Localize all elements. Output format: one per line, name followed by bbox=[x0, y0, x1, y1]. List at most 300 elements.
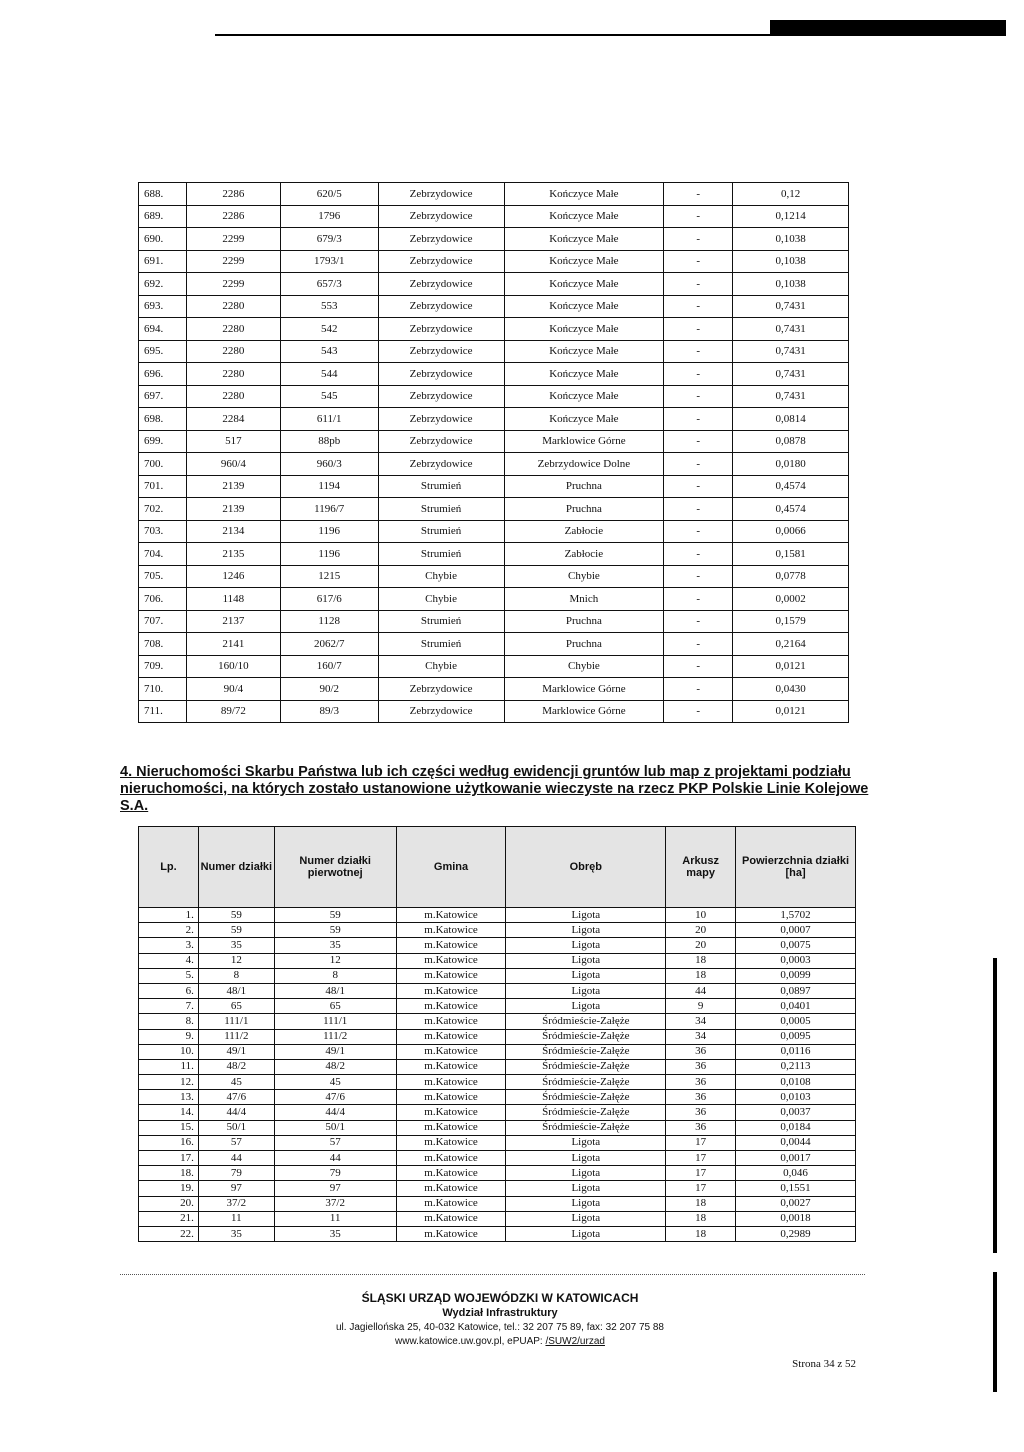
cell-parcel-number: 2139 bbox=[186, 475, 280, 498]
epuap-link[interactable]: /SUW2/urzad bbox=[545, 1336, 605, 1347]
cell-precinct: Chybie bbox=[504, 565, 664, 588]
cell-area: 0,0778 bbox=[733, 565, 849, 588]
cell-area: 0,12 bbox=[733, 183, 849, 206]
table-row bbox=[139, 430, 849, 453]
table-row bbox=[139, 295, 849, 318]
cell-parcel-number: 48/2 bbox=[198, 1059, 274, 1074]
cell-area: 0,0180 bbox=[733, 453, 849, 476]
cell-map-sheet: 34 bbox=[666, 1014, 736, 1029]
cell-original-parcel: 49/1 bbox=[274, 1044, 396, 1059]
cell-municipality: Strumień bbox=[378, 520, 504, 543]
top-border-line bbox=[215, 34, 1006, 36]
cell-map-sheet: - bbox=[664, 520, 733, 543]
cell-municipality: m.Katowice bbox=[396, 953, 506, 968]
header-parcel-area: Powierzchnia działki [ha] bbox=[736, 827, 856, 908]
cell-municipality: Zebrzydowice bbox=[378, 408, 504, 431]
cell-lp: 8. bbox=[139, 1014, 199, 1029]
cell-parcel-number: 2299 bbox=[186, 228, 280, 251]
cell-lp: 705. bbox=[139, 565, 187, 588]
cell-lp: 1. bbox=[139, 908, 199, 923]
table-row bbox=[139, 678, 849, 701]
cell-lp: 5. bbox=[139, 968, 199, 983]
cell-map-sheet: 44 bbox=[666, 983, 736, 998]
cell-area: 0,1581 bbox=[733, 543, 849, 566]
scan-edge-mark bbox=[993, 1272, 997, 1392]
cell-lp: 14. bbox=[139, 1105, 199, 1120]
cell-parcel-number: 2280 bbox=[186, 385, 280, 408]
cell-lp: 3. bbox=[139, 938, 199, 953]
cell-original-parcel: 960/3 bbox=[280, 453, 378, 476]
cell-parcel-number: 89/72 bbox=[186, 700, 280, 723]
cell-lp: 690. bbox=[139, 228, 187, 251]
cell-lp: 9. bbox=[139, 1029, 199, 1044]
cell-map-sheet: 36 bbox=[666, 1105, 736, 1120]
table-row bbox=[139, 983, 856, 998]
cell-map-sheet: - bbox=[664, 498, 733, 521]
cell-parcel-number: 2134 bbox=[186, 520, 280, 543]
cell-municipality: m.Katowice bbox=[396, 1166, 506, 1181]
cell-original-parcel: 543 bbox=[280, 340, 378, 363]
cell-precinct: Kończyce Małe bbox=[504, 250, 664, 273]
cell-municipality: m.Katowice bbox=[396, 908, 506, 923]
table-row bbox=[139, 1151, 856, 1166]
cell-municipality: Strumień bbox=[378, 610, 504, 633]
cell-map-sheet: - bbox=[664, 430, 733, 453]
cell-map-sheet: - bbox=[664, 700, 733, 723]
cell-precinct: Kończyce Małe bbox=[504, 363, 664, 386]
cell-parcel-number: 2280 bbox=[186, 363, 280, 386]
cell-precinct: Pruchna bbox=[504, 633, 664, 656]
cell-municipality: m.Katowice bbox=[396, 1151, 506, 1166]
cell-map-sheet: 36 bbox=[666, 1090, 736, 1105]
cell-map-sheet: - bbox=[664, 565, 733, 588]
cell-area: 0,0002 bbox=[733, 588, 849, 611]
table-row bbox=[139, 1120, 856, 1135]
office-name: ŚLĄSKI URZĄD WOJEWÓDZKI W KATOWICACH bbox=[361, 1291, 639, 1305]
cell-parcel-number: 47/6 bbox=[198, 1090, 274, 1105]
cell-lp: 689. bbox=[139, 205, 187, 228]
cell-original-parcel: 2062/7 bbox=[280, 633, 378, 656]
cell-map-sheet: 34 bbox=[666, 1029, 736, 1044]
cell-original-parcel: 48/2 bbox=[274, 1059, 396, 1074]
cell-municipality: Zebrzydowice bbox=[378, 430, 504, 453]
cell-precinct: Kończyce Małe bbox=[504, 183, 664, 206]
table-row bbox=[139, 475, 849, 498]
cell-area: 0,046 bbox=[736, 1166, 856, 1181]
cell-area: 0,2164 bbox=[733, 633, 849, 656]
cell-parcel-number: 2284 bbox=[186, 408, 280, 431]
cell-original-parcel: 679/3 bbox=[280, 228, 378, 251]
cell-original-parcel: 50/1 bbox=[274, 1120, 396, 1135]
cell-municipality: m.Katowice bbox=[396, 1105, 506, 1120]
cell-area: 0,0099 bbox=[736, 968, 856, 983]
cell-parcel-number: 79 bbox=[198, 1166, 274, 1181]
cell-lp: 707. bbox=[139, 610, 187, 633]
table-row bbox=[139, 565, 849, 588]
cell-original-parcel: 617/6 bbox=[280, 588, 378, 611]
cell-area: 0,0075 bbox=[736, 938, 856, 953]
cell-municipality: Zebrzydowice bbox=[378, 183, 504, 206]
scan-edge-mark bbox=[993, 958, 997, 1253]
cell-area: 1,5702 bbox=[736, 908, 856, 923]
cell-municipality: m.Katowice bbox=[396, 1090, 506, 1105]
table-row bbox=[139, 1059, 856, 1074]
cell-lp: 20. bbox=[139, 1196, 199, 1211]
cell-original-parcel: 111/1 bbox=[274, 1014, 396, 1029]
cell-lp: 13. bbox=[139, 1090, 199, 1105]
cell-parcel-number: 48/1 bbox=[198, 983, 274, 998]
cell-municipality: Zebrzydowice bbox=[378, 228, 504, 251]
cell-precinct: Ligota bbox=[506, 1151, 666, 1166]
footer bbox=[250, 1290, 750, 1349]
cell-original-parcel: 1194 bbox=[280, 475, 378, 498]
cell-map-sheet: - bbox=[664, 610, 733, 633]
cell-precinct: Kończyce Małe bbox=[504, 408, 664, 431]
table-row bbox=[139, 610, 849, 633]
cell-map-sheet: - bbox=[664, 250, 733, 273]
website-text: www.katowice.uw.gov.pl, ePUAP: bbox=[395, 1336, 546, 1347]
cell-municipality: Zebrzydowice bbox=[378, 363, 504, 386]
table-row bbox=[139, 1226, 856, 1241]
cell-lp: 12. bbox=[139, 1075, 199, 1090]
cell-original-parcel: 1796 bbox=[280, 205, 378, 228]
cell-municipality: m.Katowice bbox=[396, 1059, 506, 1074]
cell-original-parcel: 1196 bbox=[280, 520, 378, 543]
cell-precinct: Kończyce Małe bbox=[504, 295, 664, 318]
cell-municipality: m.Katowice bbox=[396, 999, 506, 1014]
cell-parcel-number: 65 bbox=[198, 999, 274, 1014]
cell-map-sheet: - bbox=[664, 588, 733, 611]
cell-lp: 691. bbox=[139, 250, 187, 273]
cell-precinct: Kończyce Małe bbox=[504, 385, 664, 408]
cell-area: 0,4574 bbox=[733, 498, 849, 521]
cell-municipality: m.Katowice bbox=[396, 938, 506, 953]
table-row bbox=[139, 408, 849, 431]
cell-map-sheet: - bbox=[664, 678, 733, 701]
cell-municipality: Zebrzydowice bbox=[378, 318, 504, 341]
cell-parcel-number: 50/1 bbox=[198, 1120, 274, 1135]
cell-area: 0,1579 bbox=[733, 610, 849, 633]
table-row bbox=[139, 1090, 856, 1105]
cell-lp: 692. bbox=[139, 273, 187, 296]
cell-parcel-number: 35 bbox=[198, 1226, 274, 1241]
cell-municipality: Strumień bbox=[378, 633, 504, 656]
cell-lp: 11. bbox=[139, 1059, 199, 1074]
cell-area: 0,0007 bbox=[736, 923, 856, 938]
cell-precinct: Zabłocie bbox=[504, 520, 664, 543]
cell-area: 0,0003 bbox=[736, 953, 856, 968]
cell-precinct: Śródmieście-Załęże bbox=[506, 1014, 666, 1029]
cell-parcel-number: 97 bbox=[198, 1181, 274, 1196]
department-name: Wydział Infrastruktury bbox=[442, 1307, 558, 1319]
cell-map-sheet: - bbox=[664, 453, 733, 476]
cell-parcel-number: 517 bbox=[186, 430, 280, 453]
cell-parcel-number: 11 bbox=[198, 1211, 274, 1226]
cell-municipality: m.Katowice bbox=[396, 1196, 506, 1211]
table-row bbox=[139, 318, 849, 341]
cell-area: 0,0814 bbox=[733, 408, 849, 431]
cell-area: 0,1038 bbox=[733, 228, 849, 251]
cell-municipality: Zebrzydowice bbox=[378, 295, 504, 318]
cell-original-parcel: 1128 bbox=[280, 610, 378, 633]
cell-map-sheet: - bbox=[664, 408, 733, 431]
table-row bbox=[139, 1166, 856, 1181]
cell-map-sheet: - bbox=[664, 655, 733, 678]
cell-parcel-number: 2299 bbox=[186, 273, 280, 296]
table-header-row bbox=[139, 827, 856, 908]
cell-lp: 22. bbox=[139, 1226, 199, 1241]
cell-area: 0,0066 bbox=[733, 520, 849, 543]
cell-map-sheet: 18 bbox=[666, 1211, 736, 1226]
cell-lp: 2. bbox=[139, 923, 199, 938]
header-parcel-number: Numer działki bbox=[198, 827, 274, 908]
parcels-table-continued bbox=[138, 182, 849, 723]
cell-area: 0,7431 bbox=[733, 340, 849, 363]
header-original-parcel-number: Numer działki pierwotnej bbox=[274, 827, 396, 908]
cell-municipality: Zebrzydowice bbox=[378, 385, 504, 408]
cell-original-parcel: 544 bbox=[280, 363, 378, 386]
cell-map-sheet: 36 bbox=[666, 1059, 736, 1074]
cell-precinct: Kończyce Małe bbox=[504, 340, 664, 363]
cell-precinct: Kończyce Małe bbox=[504, 228, 664, 251]
cell-parcel-number: 45 bbox=[198, 1075, 274, 1090]
cell-original-parcel: 59 bbox=[274, 923, 396, 938]
cell-precinct: Ligota bbox=[506, 1211, 666, 1226]
cell-municipality: m.Katowice bbox=[396, 1075, 506, 1090]
cell-precinct: Ligota bbox=[506, 953, 666, 968]
cell-parcel-number: 44 bbox=[198, 1151, 274, 1166]
cell-area: 0,0027 bbox=[736, 1196, 856, 1211]
cell-precinct: Śródmieście-Załęże bbox=[506, 1059, 666, 1074]
cell-original-parcel: 59 bbox=[274, 908, 396, 923]
cell-precinct: Ligota bbox=[506, 923, 666, 938]
cell-map-sheet: 17 bbox=[666, 1181, 736, 1196]
cell-map-sheet: - bbox=[664, 228, 733, 251]
cell-precinct: Marklowice Górne bbox=[504, 678, 664, 701]
cell-parcel-number: 57 bbox=[198, 1135, 274, 1150]
cell-parcel-number: 1246 bbox=[186, 565, 280, 588]
cell-area: 0,0108 bbox=[736, 1075, 856, 1090]
cell-municipality: Chybie bbox=[378, 655, 504, 678]
cell-lp: 694. bbox=[139, 318, 187, 341]
cell-precinct: Chybie bbox=[504, 655, 664, 678]
cell-original-parcel: 79 bbox=[274, 1166, 396, 1181]
cell-original-parcel: 97 bbox=[274, 1181, 396, 1196]
cell-lp: 702. bbox=[139, 498, 187, 521]
cell-lp: 21. bbox=[139, 1211, 199, 1226]
cell-original-parcel: 12 bbox=[274, 953, 396, 968]
cell-original-parcel: 111/2 bbox=[274, 1029, 396, 1044]
footer-divider bbox=[120, 1274, 865, 1275]
cell-lp: 699. bbox=[139, 430, 187, 453]
table-row bbox=[139, 340, 849, 363]
cell-original-parcel: 44 bbox=[274, 1151, 396, 1166]
cell-lp: 710. bbox=[139, 678, 187, 701]
cell-precinct: Śródmieście-Załęże bbox=[506, 1090, 666, 1105]
table-row bbox=[139, 1181, 856, 1196]
cell-area: 0,0184 bbox=[736, 1120, 856, 1135]
cell-area: 0,1551 bbox=[736, 1181, 856, 1196]
cell-precinct: Śródmieście-Załęże bbox=[506, 1075, 666, 1090]
cell-precinct: Ligota bbox=[506, 938, 666, 953]
top-border-bar bbox=[770, 20, 1006, 34]
cell-map-sheet: 18 bbox=[666, 953, 736, 968]
cell-map-sheet: 36 bbox=[666, 1044, 736, 1059]
cell-original-parcel: 35 bbox=[274, 1226, 396, 1241]
table-row bbox=[139, 363, 849, 386]
table-row bbox=[139, 1105, 856, 1120]
cell-lp: 7. bbox=[139, 999, 199, 1014]
cell-precinct: Ligota bbox=[506, 908, 666, 923]
cell-area: 0,2113 bbox=[736, 1059, 856, 1074]
cell-area: 0,4574 bbox=[733, 475, 849, 498]
cell-parcel-number: 960/4 bbox=[186, 453, 280, 476]
cell-parcel-number: 35 bbox=[198, 938, 274, 953]
cell-lp: 688. bbox=[139, 183, 187, 206]
cell-map-sheet: - bbox=[664, 205, 733, 228]
cell-map-sheet: 36 bbox=[666, 1075, 736, 1090]
cell-map-sheet: 9 bbox=[666, 999, 736, 1014]
section-4-heading: 4. Nieruchomości Skarbu Państwa lub ich części według ewidencji gruntów lub map z projektami podziału nieruchomości, na których zostało ustanowione użytkowanie wieczyste na rzecz PKP Polskie Linie Kolejowe S.A. bbox=[120, 764, 869, 814]
cell-municipality: Zebrzydowice bbox=[378, 700, 504, 723]
cell-precinct: Marklowice Górne bbox=[504, 430, 664, 453]
table-row bbox=[139, 1211, 856, 1226]
cell-parcel-number: 49/1 bbox=[198, 1044, 274, 1059]
cell-municipality: m.Katowice bbox=[396, 1211, 506, 1226]
cell-area: 0,7431 bbox=[733, 318, 849, 341]
cell-lp: 15. bbox=[139, 1120, 199, 1135]
cell-area: 0,0116 bbox=[736, 1044, 856, 1059]
cell-municipality: m.Katowice bbox=[396, 1135, 506, 1150]
cell-parcel-number: 111/2 bbox=[198, 1029, 274, 1044]
cell-parcel-number: 2137 bbox=[186, 610, 280, 633]
cell-original-parcel: 553 bbox=[280, 295, 378, 318]
office-web bbox=[250, 1335, 750, 1349]
cell-precinct: Zebrzydowice Dolne bbox=[504, 453, 664, 476]
cell-original-parcel: 45 bbox=[274, 1075, 396, 1090]
cell-precinct: Śródmieście-Załęże bbox=[506, 1029, 666, 1044]
cell-original-parcel: 545 bbox=[280, 385, 378, 408]
cell-parcel-number: 44/4 bbox=[198, 1105, 274, 1120]
cell-map-sheet: - bbox=[664, 318, 733, 341]
cell-precinct: Ligota bbox=[506, 1135, 666, 1150]
cell-original-parcel: 160/7 bbox=[280, 655, 378, 678]
cell-map-sheet: 17 bbox=[666, 1166, 736, 1181]
cell-original-parcel: 48/1 bbox=[274, 983, 396, 998]
cell-precinct: Pruchna bbox=[504, 610, 664, 633]
cell-parcel-number: 2139 bbox=[186, 498, 280, 521]
cell-lp: 16. bbox=[139, 1135, 199, 1150]
cell-original-parcel: 542 bbox=[280, 318, 378, 341]
table-row bbox=[139, 498, 849, 521]
cell-area: 0,1038 bbox=[733, 250, 849, 273]
table-row bbox=[139, 923, 856, 938]
cell-lp: 701. bbox=[139, 475, 187, 498]
cell-precinct: Zabłocie bbox=[504, 543, 664, 566]
cell-map-sheet: - bbox=[664, 273, 733, 296]
cell-area: 0,1038 bbox=[733, 273, 849, 296]
cell-parcel-number: 160/10 bbox=[186, 655, 280, 678]
cell-municipality: m.Katowice bbox=[396, 1181, 506, 1196]
cell-precinct: Ligota bbox=[506, 1196, 666, 1211]
cell-municipality: m.Katowice bbox=[396, 1120, 506, 1135]
cell-area: 0,0878 bbox=[733, 430, 849, 453]
cell-original-parcel: 657/3 bbox=[280, 273, 378, 296]
cell-map-sheet: 36 bbox=[666, 1120, 736, 1135]
cell-municipality: Zebrzydowice bbox=[378, 678, 504, 701]
cell-municipality: Strumień bbox=[378, 475, 504, 498]
table-row bbox=[139, 250, 849, 273]
cell-municipality: Chybie bbox=[378, 588, 504, 611]
cell-map-sheet: 18 bbox=[666, 1196, 736, 1211]
cell-precinct: Ligota bbox=[506, 1226, 666, 1241]
table-row bbox=[139, 908, 856, 923]
cell-map-sheet: 18 bbox=[666, 1226, 736, 1241]
cell-lp: 695. bbox=[139, 340, 187, 363]
cell-map-sheet: - bbox=[664, 363, 733, 386]
cell-municipality: m.Katowice bbox=[396, 1044, 506, 1059]
cell-lp: 10. bbox=[139, 1044, 199, 1059]
cell-precinct: Ligota bbox=[506, 1166, 666, 1181]
cell-precinct: Pruchna bbox=[504, 475, 664, 498]
cell-lp: 704. bbox=[139, 543, 187, 566]
cell-area: 0,7431 bbox=[733, 363, 849, 386]
cell-lp: 693. bbox=[139, 295, 187, 318]
cell-original-parcel: 1215 bbox=[280, 565, 378, 588]
cell-precinct: Ligota bbox=[506, 1181, 666, 1196]
cell-original-parcel: 89/3 bbox=[280, 700, 378, 723]
cell-precinct: Śródmieście-Załęże bbox=[506, 1120, 666, 1135]
table-row bbox=[139, 205, 849, 228]
cell-parcel-number: 111/1 bbox=[198, 1014, 274, 1029]
cell-map-sheet: - bbox=[664, 633, 733, 656]
cell-precinct: Kończyce Małe bbox=[504, 318, 664, 341]
cell-area: 0,0430 bbox=[733, 678, 849, 701]
cell-original-parcel: 620/5 bbox=[280, 183, 378, 206]
cell-original-parcel: 1196 bbox=[280, 543, 378, 566]
cell-lp: 4. bbox=[139, 953, 199, 968]
cell-area: 0,0401 bbox=[736, 999, 856, 1014]
cell-map-sheet: - bbox=[664, 385, 733, 408]
cell-precinct: Kończyce Małe bbox=[504, 205, 664, 228]
cell-original-parcel: 65 bbox=[274, 999, 396, 1014]
cell-original-parcel: 90/2 bbox=[280, 678, 378, 701]
cell-area: 0,0018 bbox=[736, 1211, 856, 1226]
cell-municipality: Strumień bbox=[378, 543, 504, 566]
cell-parcel-number: 2286 bbox=[186, 183, 280, 206]
cell-map-sheet: - bbox=[664, 543, 733, 566]
cell-municipality: m.Katowice bbox=[396, 1014, 506, 1029]
cell-map-sheet: - bbox=[664, 295, 733, 318]
cell-municipality: m.Katowice bbox=[396, 1029, 506, 1044]
cell-lp: 697. bbox=[139, 385, 187, 408]
cell-lp: 19. bbox=[139, 1181, 199, 1196]
cell-original-parcel: 35 bbox=[274, 938, 396, 953]
cell-lp: 17. bbox=[139, 1151, 199, 1166]
page-number: Strona 34 z 52 bbox=[792, 1358, 856, 1370]
cell-parcel-number: 2299 bbox=[186, 250, 280, 273]
cell-lp: 706. bbox=[139, 588, 187, 611]
cell-municipality: m.Katowice bbox=[396, 923, 506, 938]
cell-lp: 709. bbox=[139, 655, 187, 678]
cell-parcel-number: 12 bbox=[198, 953, 274, 968]
cell-municipality: Zebrzydowice bbox=[378, 453, 504, 476]
table-row bbox=[139, 1196, 856, 1211]
cell-original-parcel: 1196/7 bbox=[280, 498, 378, 521]
header-map-sheet: Arkusz mapy bbox=[666, 827, 736, 908]
table-row bbox=[139, 953, 856, 968]
cell-parcel-number: 2141 bbox=[186, 633, 280, 656]
